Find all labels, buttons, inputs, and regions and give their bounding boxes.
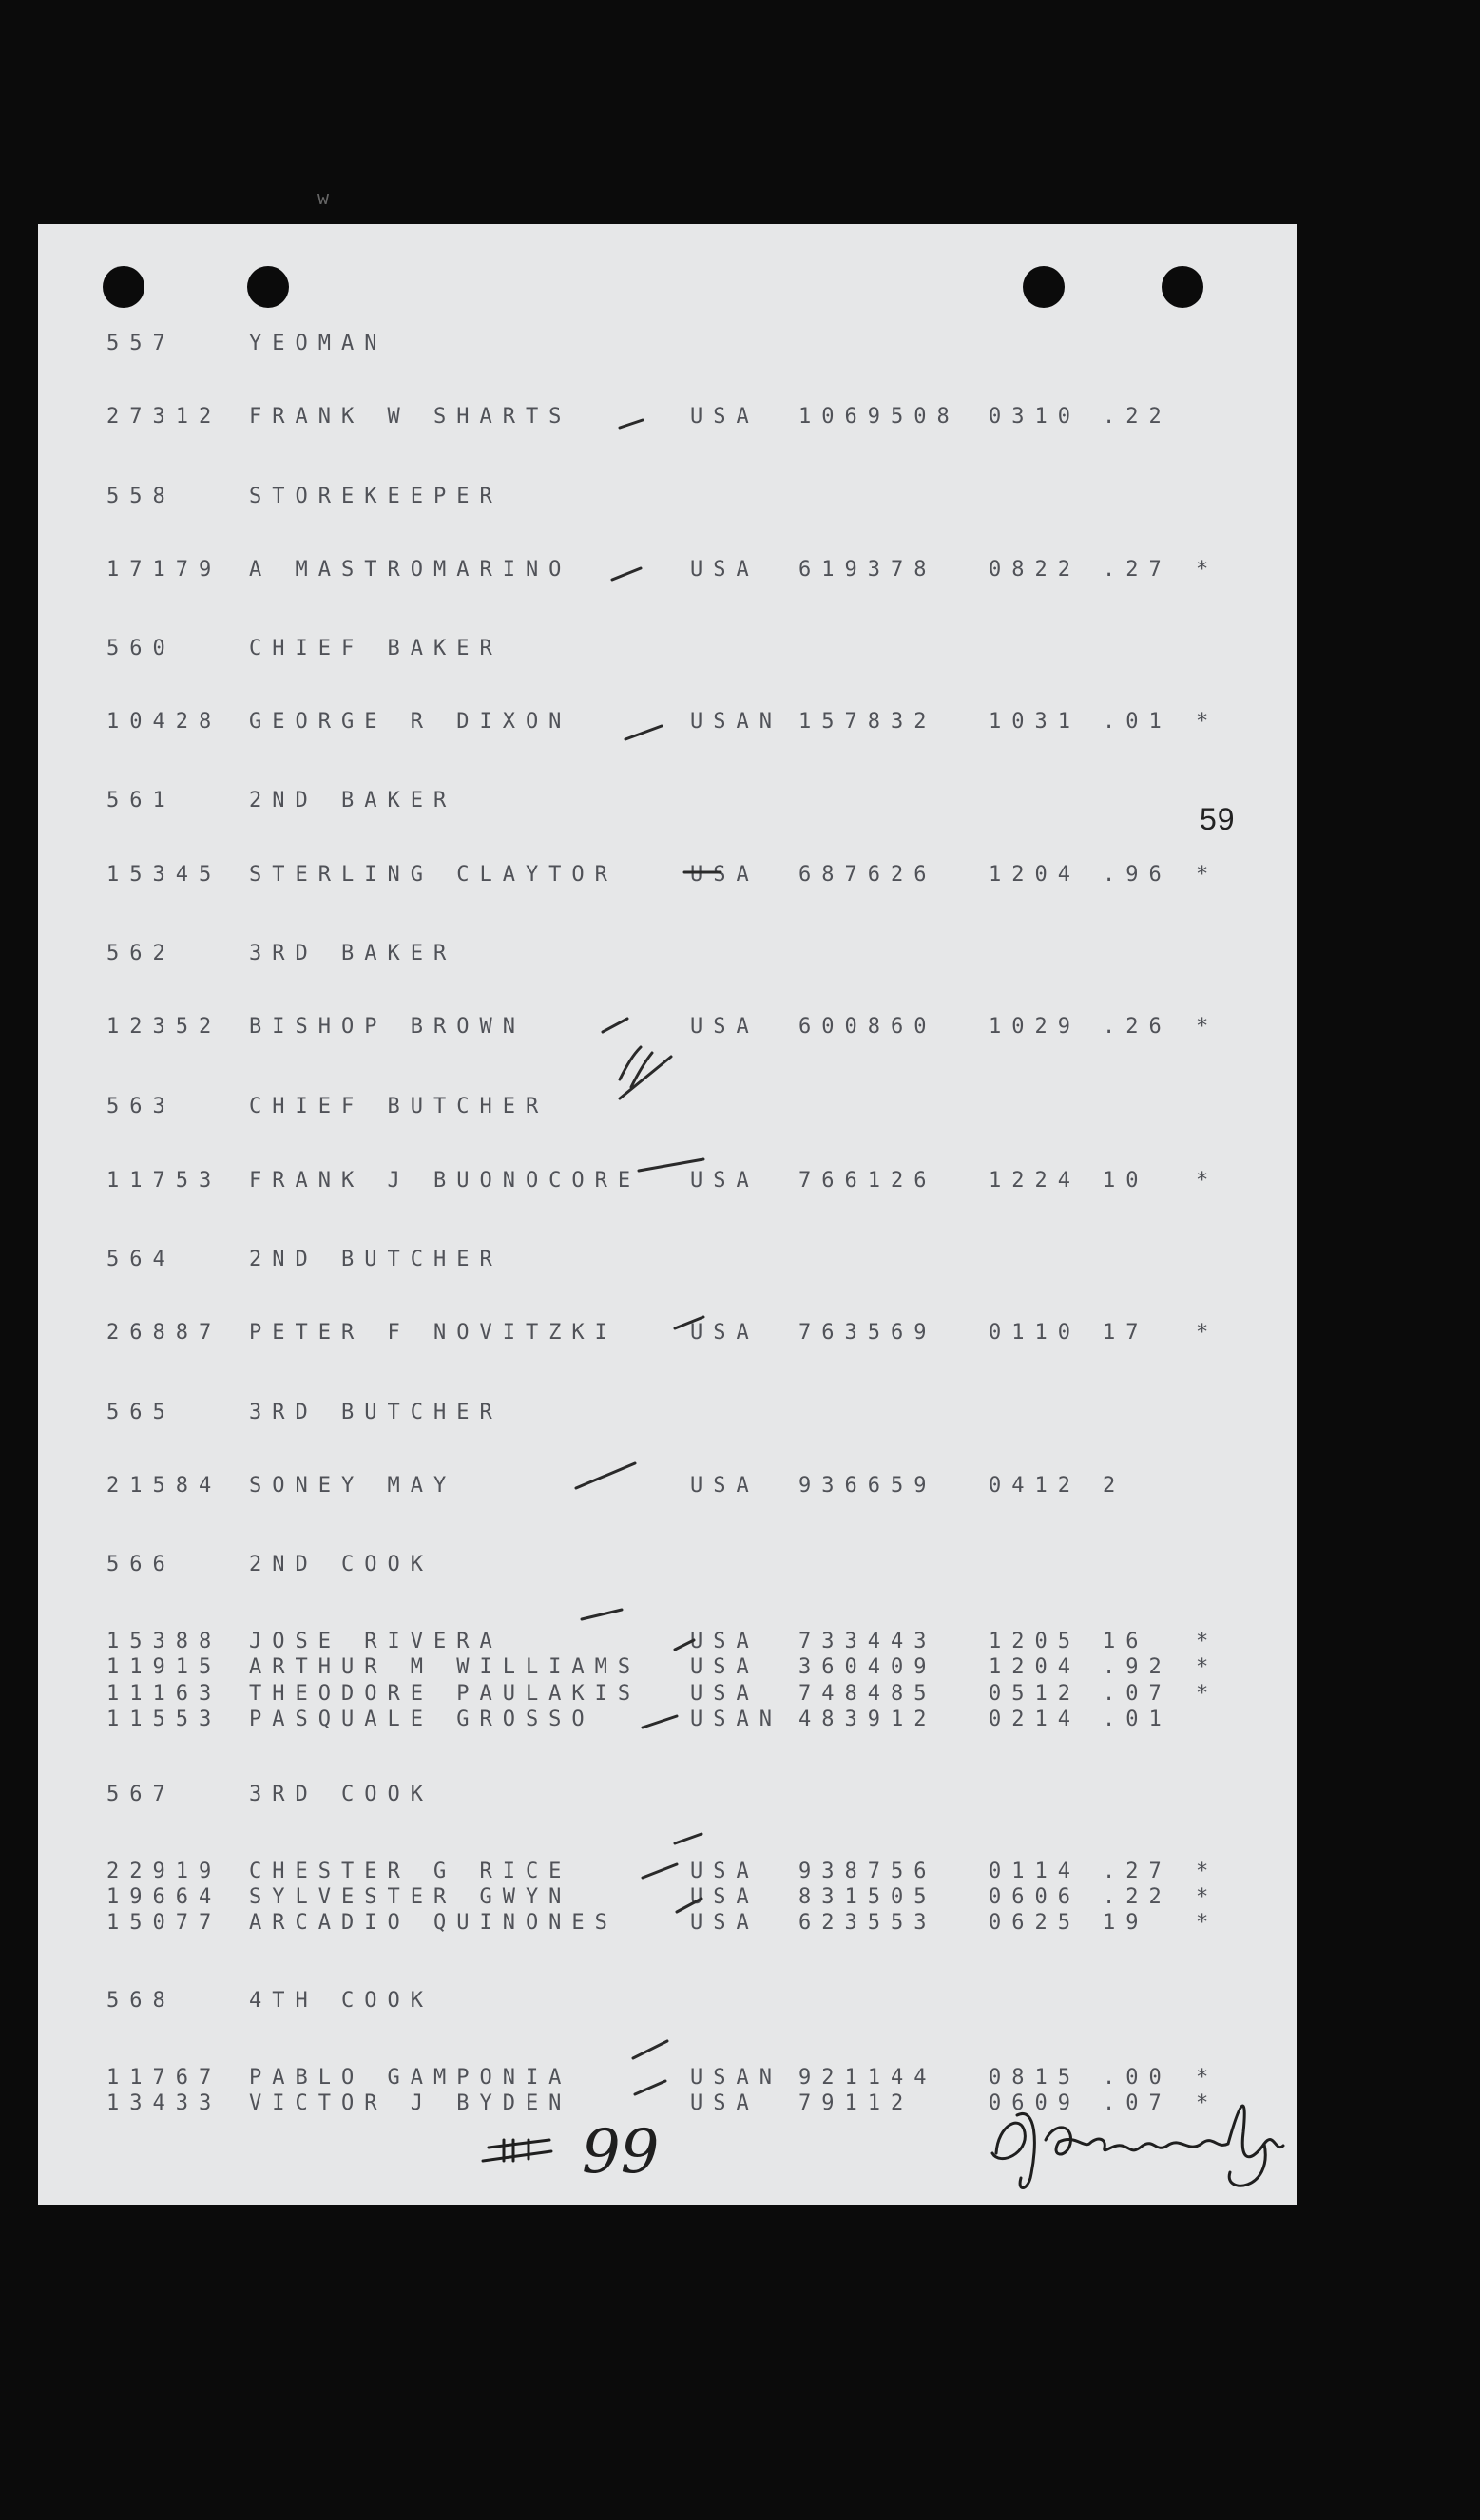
row-star: *	[1196, 1169, 1220, 1193]
row-num: 763569	[798, 1321, 937, 1345]
row-num: 600860	[798, 1015, 937, 1039]
row-name: CHESTER G RICE	[249, 1860, 572, 1883]
row-star: *	[1196, 1321, 1220, 1345]
row-star: *	[1196, 863, 1220, 887]
row-name: STERLING CLAYTOR	[249, 863, 618, 887]
section-title: 4TH COOK	[249, 1989, 433, 2013]
row-val: .00	[1103, 2066, 1172, 2090]
section-title: STOREKEEPER	[249, 485, 503, 508]
row-name: BISHOP BROWN	[249, 1015, 526, 1039]
row-nat: USA	[690, 1474, 759, 1498]
section-title: 3RD BUTCHER	[249, 1401, 503, 1424]
row-id: 15077	[106, 1911, 222, 1935]
row-val: .07	[1103, 2091, 1172, 2115]
row-val: .26	[1103, 1015, 1172, 1039]
section-code: 568	[106, 1989, 176, 2013]
row-nat: USA	[690, 1682, 759, 1706]
row-date: 1224	[989, 1169, 1081, 1193]
section-title: 2ND BUTCHER	[249, 1248, 503, 1271]
row-val: .07	[1103, 1682, 1172, 1706]
row-num: 936659	[798, 1474, 937, 1498]
handwritten-check-marks	[38, 224, 1297, 2205]
row-date: 1031	[989, 710, 1081, 734]
row-name: FRANK W SHARTS	[249, 405, 572, 429]
ledger-page	[38, 224, 1297, 2205]
row-name: JOSE RIVERA	[249, 1630, 503, 1653]
section-code: 557	[106, 332, 176, 355]
row-val: .01	[1103, 710, 1172, 734]
row-name: A MASTROMARINO	[249, 558, 572, 582]
row-nat: USA	[690, 1169, 759, 1193]
row-name: SONEY MAY	[249, 1474, 457, 1498]
row-num: 79112	[798, 2091, 914, 2115]
row-name: PABLO GAMPONIA	[249, 2066, 572, 2090]
row-num: 687626	[798, 863, 937, 887]
row-num: 938756	[798, 1860, 937, 1883]
row-val: .96	[1103, 863, 1172, 887]
section-code: 566	[106, 1553, 176, 1576]
row-id: 26887	[106, 1321, 222, 1345]
page-number: 59	[1200, 802, 1236, 836]
row-date: 0512	[989, 1682, 1081, 1706]
signature	[979, 2087, 1302, 2201]
row-star: *	[1196, 2066, 1220, 2090]
row-id: 17179	[106, 558, 222, 582]
row-nat: USA	[690, 558, 759, 582]
row-id: 27312	[106, 405, 222, 429]
row-num: 1069508	[798, 405, 960, 429]
row-id: 21584	[106, 1474, 222, 1498]
row-star: *	[1196, 710, 1220, 734]
row-id: 22919	[106, 1860, 222, 1883]
row-id: 15345	[106, 863, 222, 887]
section-title: CHIEF BUTCHER	[249, 1095, 549, 1118]
row-num: 921144	[798, 2066, 937, 2090]
row-val: 17	[1103, 1321, 1149, 1345]
row-name: VICTOR J BYDEN	[249, 2091, 572, 2115]
row-star: *	[1196, 1885, 1220, 1909]
row-val: .22	[1103, 1885, 1172, 1909]
row-id: 19664	[106, 1885, 222, 1909]
row-star: *	[1196, 2091, 1220, 2115]
row-nat: USA	[690, 405, 759, 429]
row-num: 748485	[798, 1682, 937, 1706]
row-star: *	[1196, 1682, 1220, 1706]
section-code: 563	[106, 1095, 176, 1118]
row-id: 11767	[106, 2066, 222, 2090]
row-id: 10428	[106, 710, 222, 734]
row-name: FRANK J BUONOCORE	[249, 1169, 642, 1193]
row-id: 11163	[106, 1682, 222, 1706]
row-date: 1204	[989, 863, 1081, 887]
row-date: 0822	[989, 558, 1081, 582]
section-code: 560	[106, 637, 176, 660]
row-nat: USAN	[690, 710, 782, 734]
row-val: .27	[1103, 558, 1172, 582]
section-code: 562	[106, 942, 176, 965]
row-name: ARTHUR M WILLIAMS	[249, 1655, 642, 1679]
row-num: 831505	[798, 1885, 937, 1909]
row-name: PETER F NOVITZKI	[249, 1321, 618, 1345]
row-date: 0110	[989, 1321, 1081, 1345]
row-id: 13433	[106, 2091, 222, 2115]
row-id: 11553	[106, 1708, 222, 1731]
handwritten-total	[475, 2106, 722, 2191]
row-nat: USA	[690, 1015, 759, 1039]
row-date: 1205	[989, 1630, 1081, 1653]
row-val: 16	[1103, 1630, 1149, 1653]
section-title: 3RD COOK	[249, 1783, 433, 1806]
row-date: 0609	[989, 2091, 1081, 2115]
svg-text:99: 99	[582, 2117, 660, 2187]
row-num: 733443	[798, 1630, 937, 1653]
row-date: 0815	[989, 2066, 1081, 2090]
row-id: 12352	[106, 1015, 222, 1039]
row-num: 157832	[798, 710, 937, 734]
row-name: THEODORE PAULAKIS	[249, 1682, 642, 1706]
section-title: 2ND BAKER	[249, 789, 457, 812]
row-nat: USA	[690, 1885, 759, 1909]
row-date: 0214	[989, 1708, 1081, 1731]
row-val: .01	[1103, 1708, 1172, 1731]
row-star: *	[1196, 1630, 1220, 1653]
row-star: *	[1196, 1015, 1220, 1039]
row-nat: USAN	[690, 1708, 782, 1731]
row-val: .27	[1103, 1860, 1172, 1883]
scan-mark: w	[317, 186, 330, 209]
section-code: 558	[106, 485, 176, 508]
row-nat: USA	[690, 1630, 759, 1653]
row-date: 0114	[989, 1860, 1081, 1883]
row-nat: USA	[690, 1321, 759, 1345]
row-star: *	[1196, 1911, 1220, 1935]
row-star: *	[1196, 558, 1220, 582]
row-star: *	[1196, 1655, 1220, 1679]
row-id: 11753	[106, 1169, 222, 1193]
row-date: 0310	[989, 405, 1081, 429]
row-val: 10	[1103, 1169, 1149, 1193]
section-code: 567	[106, 1783, 176, 1806]
row-nat: USA	[690, 2091, 759, 2115]
section-title: 2ND COOK	[249, 1553, 433, 1576]
row-num: 360409	[798, 1655, 937, 1679]
section-code: 561	[106, 789, 176, 812]
row-nat: USA	[690, 1860, 759, 1883]
row-date: 0412	[989, 1474, 1081, 1498]
row-id: 15388	[106, 1630, 222, 1653]
row-id: 11915	[106, 1655, 222, 1679]
row-nat: USA	[690, 1911, 759, 1935]
section-title: 3RD BAKER	[249, 942, 457, 965]
row-val: .22	[1103, 405, 1172, 429]
row-date: 0625	[989, 1911, 1081, 1935]
section-code: 564	[106, 1248, 176, 1271]
row-val: 19	[1103, 1911, 1149, 1935]
row-name: ARCADIO QUINONES	[249, 1911, 618, 1935]
row-star: *	[1196, 1860, 1220, 1883]
row-num: 619378	[798, 558, 937, 582]
row-nat: USA	[690, 1655, 759, 1679]
row-nat: USAN	[690, 2066, 782, 2090]
row-num: 623553	[798, 1911, 937, 1935]
row-name: PASQUALE GROSSO	[249, 1708, 595, 1731]
row-date: 1204	[989, 1655, 1081, 1679]
section-code: 565	[106, 1401, 176, 1424]
row-num: 766126	[798, 1169, 937, 1193]
section-title: CHIEF BAKER	[249, 637, 503, 660]
row-val: .92	[1103, 1655, 1172, 1679]
row-date: 0606	[989, 1885, 1081, 1909]
row-name: GEORGE R DIXON	[249, 710, 572, 734]
section-title: YEOMAN	[249, 332, 388, 355]
row-val: 2	[1103, 1474, 1126, 1498]
row-name: SYLVESTER GWYN	[249, 1885, 572, 1909]
row-date: 1029	[989, 1015, 1081, 1039]
row-nat: USA	[690, 863, 759, 887]
row-num: 483912	[798, 1708, 937, 1731]
